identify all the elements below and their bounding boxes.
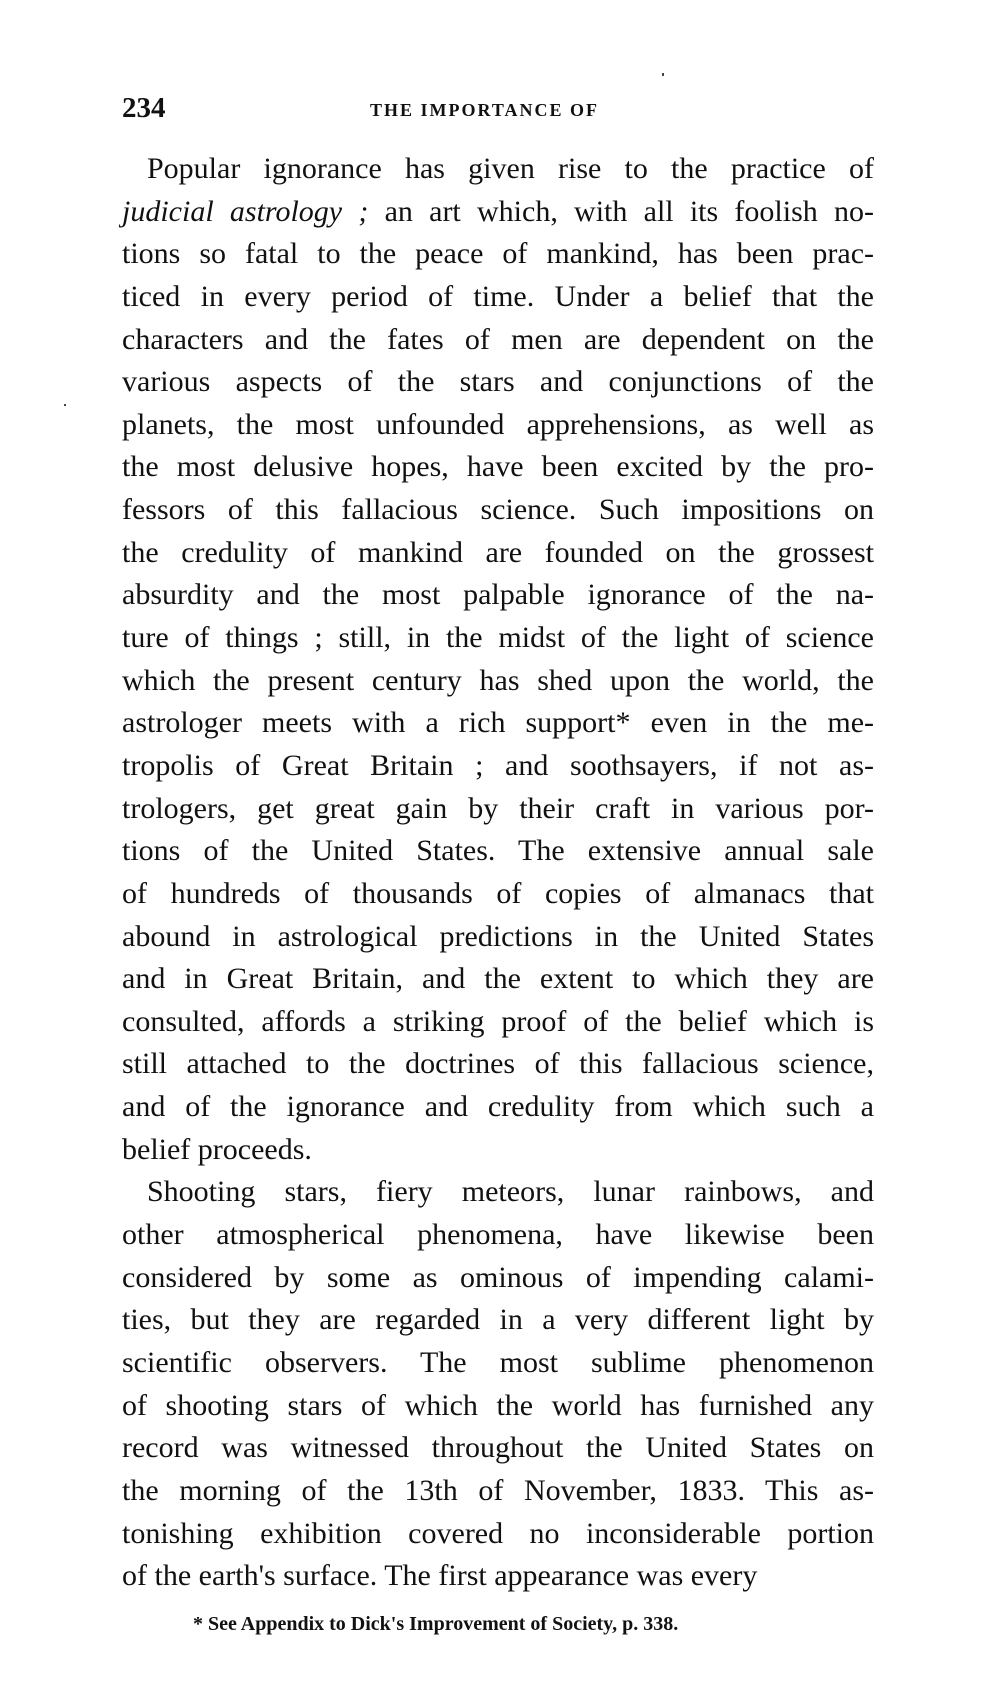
text-line: other atmospherical phenomena, have likewise been bbox=[122, 1218, 874, 1252]
text-line: the most delusive hopes, have been excited by the pro- bbox=[122, 450, 874, 484]
text-line: tions of the United States. The extensive annual sale bbox=[122, 834, 874, 868]
text-line: belief proceeds. bbox=[122, 1132, 312, 1166]
text-line: various aspects of the stars and conjunctions of the bbox=[122, 365, 874, 399]
text-line: of the earth's surface. The first appearance was every bbox=[122, 1559, 758, 1593]
text-line: scientific observers. The most sublime phenomenon bbox=[122, 1345, 874, 1379]
text-line: record was witnessed throughout the United States on bbox=[122, 1431, 874, 1465]
text-line: Popular ignorance has given rise to the practice of bbox=[147, 152, 874, 185]
text-line: and of the ignorance and credulity from which such a bbox=[122, 1090, 874, 1124]
text-line: ties, but they are regarded in a very different light by bbox=[122, 1303, 874, 1337]
running-title-text: THE IMPORTANCE OF bbox=[369, 100, 600, 120]
text-line: abound in astrological predictions in the United States bbox=[122, 919, 874, 953]
text-line: astrologer meets with a rich support* even in the me- bbox=[122, 706, 874, 740]
text-line: characters and the fates of men are dependent on the bbox=[122, 322, 874, 356]
text-line: tions so fatal to the peace of mankind, has been prac- bbox=[122, 237, 874, 271]
scan-speck bbox=[64, 404, 66, 406]
footnote: * See Appendix to Dick's Improvement of Society, p. 338. bbox=[193, 1613, 679, 1635]
text-line: which the present century has shed upon the world, the bbox=[122, 663, 874, 697]
text-line: tonishing exhibition covered no inconsiderable portion bbox=[122, 1516, 874, 1550]
text-line: consulted, affords a striking proof of the belief which is bbox=[122, 1004, 874, 1038]
text-line: of shooting stars of which the world has furnished any bbox=[122, 1388, 874, 1422]
body-text bbox=[122, 148, 874, 1598]
text-line: the credulity of mankind are founded on the grossest bbox=[122, 535, 874, 569]
text-line: still attached to the doctrines of this fallacious science, bbox=[122, 1047, 874, 1081]
italic-term: judicial astrology ; bbox=[122, 194, 369, 228]
text-line: ture of things ; still, in the midst of the light of science bbox=[122, 621, 874, 655]
text-line: absurdity and the most palpable ignorance of the na- bbox=[122, 578, 874, 612]
scan-speck bbox=[662, 73, 664, 76]
text-line bbox=[122, 191, 874, 234]
text-line: tropolis of Great Britain ; and soothsayers, if not as- bbox=[122, 748, 874, 782]
text-line: ticed in every period of time. Under a belief that the bbox=[122, 279, 874, 313]
line-text: an art which, with all its foolish no- bbox=[368, 194, 874, 228]
text-line: and in Great Britain, and the extent to which they are bbox=[122, 962, 874, 996]
text-line: considered by some as ominous of impending calami- bbox=[122, 1260, 874, 1294]
running-title bbox=[0, 100, 999, 121]
text-line: the morning of the 13th of November, 1833. This as- bbox=[122, 1473, 874, 1507]
text-line: trologers, get great gain by their craft in various por- bbox=[122, 791, 874, 825]
text-line: of hundreds of thousands of copies of almanacs that bbox=[122, 876, 874, 910]
text-line: Shooting stars, fiery meteors, lunar rainbows, and bbox=[147, 1175, 874, 1209]
page-number: 234 bbox=[122, 92, 166, 124]
text-line: planets, the most unfounded apprehensions, as well as bbox=[122, 407, 874, 441]
text-line: fessors of this fallacious science. Such impositions on bbox=[122, 493, 874, 527]
